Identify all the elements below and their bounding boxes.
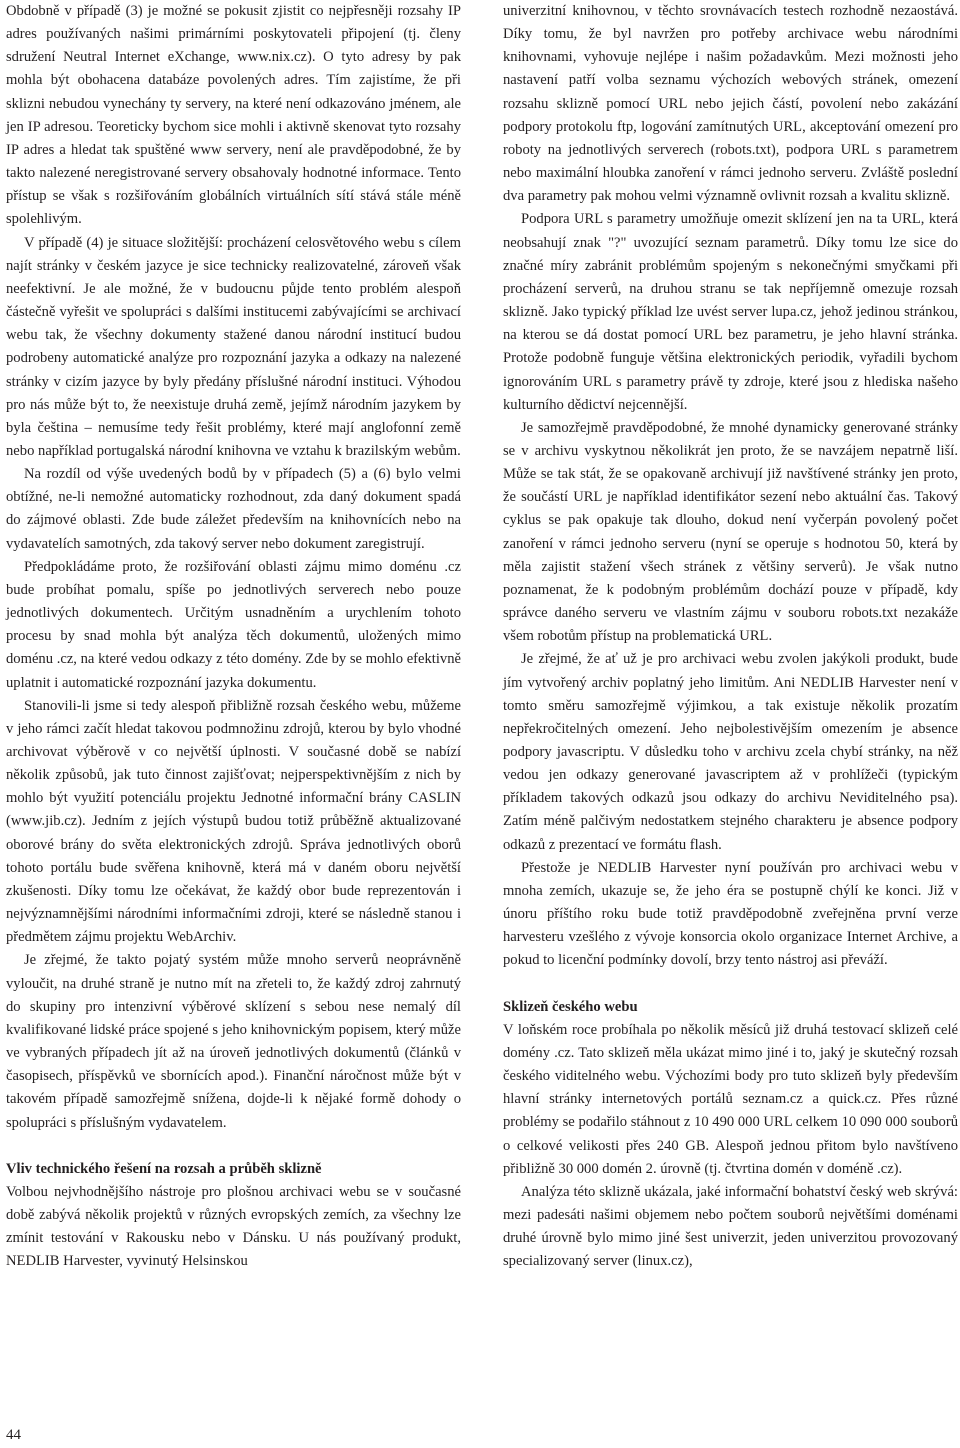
right-column (503, 0, 958, 1273)
section-gap (503, 973, 958, 996)
paragraph: Předpokládáme proto, že rozšiřování oblasti zájmu mimo doménu .cz bude probíhat pomalu, spíše po jednotlivých serverech nebo pouze jednotlivých dokumentech. Určitým usnadněním a urychlením tohoto procesu by snad mohla být analýza těch dokumentů, uložených mimo doménu .cz, na které vedou odkazy z této domény. Zde by se mohlo efektivně uplatnit i automatické rozpoznání jazyka dokumentu. (6, 558, 461, 691)
paragraph: Stanovili-li jsme si tedy alespoň přibližně rozsah českého webu, můžeme v jeho rámci začít hledat takovou podmnožinu zdrojů, kterou by bylo vhodné archivovat výběrově v co největší úplnosti. V současné době se nabízí několik způsobů, jak tuto činnost zajišťovat; nejperspektivnějším z nich by mohlo být využití potenciálu projektu Jednotné informační brány CASLIN (www.jib.cz). Jedním z jejích výstupů budou totiž průběžně aktualizované oborové brány do světa elektronických zdrojů. Správa jednotlivých oborů tohoto portálu bude svěřena knihovně, která má v daném oboru největší zkušenosti. Díky tomu lze očekávat, že každý obor bude reprezentován i nejvýznamnějšími národními informačními zdroji, které se následně stanou i předmětem zájmu projektu WebArchiv. (6, 697, 461, 946)
section-gap (6, 1135, 461, 1158)
paragraph: Na rozdíl od výše uvedených bodů by v případech (5) a (6) bylo velmi obtížné, ne-li nemožné automaticky rozhodnout, zda daný dokument spadá do zájmové oblasti. Zde bude záležet především na knihovnících nebo na vydavatelích samotných, zda takový server nebo dokument zaregistrují. (6, 466, 461, 552)
paragraph: Je zřejmé, že takto pojatý systém může mnoho serverů neoprávněně vyloučit, na druhé straně je nutno mít na zřeteli to, že každý zdroj zahrnutý do skupiny pro intenzivní výběrové sklízení s sebou nese nemalý díl kvalifikované lidské práce spojené s jeho knihovnickým popisem, který může ve vybraných případech jít až na úroveň jednotlivých dokumentů (článků v časopisech, příspěvků ve sbornících apod.). Finanční náročnost může být v takovém případě samozřejmě snížena, dojde-li k nějaké formě dohody o spolupráci s příslušným vydavatelem. (6, 952, 461, 1131)
paragraph: Analýza této sklizně ukázala, jaké informační bohatství český web skrývá: mezi padesáti našimi objemem nebo počtem souborů největšími doménami druhé úrovně bylo mimo jiné šest univerzit, jeden univerzitou provozovaný specializovaný server (linux.cz), (503, 1183, 958, 1270)
paragraph: univerzitní knihovnou, v těchto srovnávacích testech rozhodně nezaostává. Díky tomu, že byl navržen pro potřeby archivace webu národními knihovnami, vyhovuje nejlépe i našim požadavkům. Mezi možnosti jeho nastavení patří volba seznamu výchozích webových stránek, omezení rozsahu sklizně pomocí URL nebo jejich částí, povolení nebo zakázání podpory protokolu ftp, logování zamítnutých URL, akceptování omezení pro roboty na jednotlivých serverech (robots.txt), podpora URL s parametrem nebo maximální hloubka zanoření v rámci jednoho serveru. Zvláště poslední dva parametry pak mohou velmi významně ovlivnit rozsah a kvalitu sklizně. (503, 3, 958, 205)
paragraph: Přestože je NEDLIB Harvester nyní používán pro archivaci webu v mnoha zemích, ukazuje se, že jeho éra se postupně chýlí ke konci. Již v únoru příštího roku bude totiž pravděpodobně zveřejněna první verze harvesteru vzešlého z vývoje konsorcia okolo organizace Internet Archive, a pokud to licenční podmínky dovolí, brzy tento nástroj asi převáží. (503, 859, 958, 969)
left-column (6, 0, 461, 1273)
section-heading: Vliv technického řešení na rozsah a průběh sklizně (6, 1160, 322, 1177)
page-number: 44 (6, 1427, 21, 1443)
paragraph: Podpora URL s parametry umožňuje omezit sklízení jen na ta URL, která neobsahují znak "?" uvozující seznam parametrů. Díky tomu lze sice do značné míry zabránit problémům spojeným s nekonečnými smyčkami při procházení serverů, na druhou stranu se tak nepříjemně omezuje rozsah sklizně. Jako typický příklad lze uvést server lupa.cz, jehož jedinou stránkou, na kterou se dá dostat pomocí URL bez parametru, je jeho hlavní stránka. Protože podobně funguje většina elektronických periodik, vyřadili bychom ignorováním URL s parametry právě ty zdroje, které jsou z hlediska našeho kulturního dědictví nejcennější. (503, 211, 958, 413)
paragraph: Je zřejmé, že ať už je pro archivaci webu zvolen jakýkoli produkt, bude jím vytvořený archiv poplatný jeho limitům. Ani NEDLIB Harvester není v tomto směru samozřejmě výjimkou, a tak existuje několik prozatím nepřekročitelných omezení. Jeho nejbolestivějším omezením je absence podpory javascriptu. V důsledku toho v archivu zcela chybí stránky, na něž vedou jen odkazy generované javascriptem až v prohlížeči (typickým příkladem takových odkazů jsou odkazy do archivu Neviditelného psa). Zatím méně palčivým nedostatkem stejného charakteru je absence podpory odkazů z prezentací ve formátu flash. (503, 651, 958, 853)
paragraph: V loňském roce probíhala po několik měsíců již druhá testovací sklizeň celé domény .cz. Tato sklizeň měla ukázat mimo jiné i to, jaký je skutečný rozsah českého viditelného webu. Výchozími body pro tuto sklizeň byly především hlavní stránky internetových portálů seznam.cz a quick.cz. Přes různé problémy se podařilo stáhnout z 10 490 000 URL celkem 10 090 000 souborů o celkové velikosti přes 240 GB. Alespoň jednou přitom bylo navštíveno přibližně 30 000 domén 2. úrovně (tj. čtvrtina domén v doméně .cz). (503, 1021, 958, 1177)
paragraph: V případě (4) je situace složitější: procházení celosvětového webu s cílem najít stránky v českém jazyce je sice technicky realizovatelné, zároveň však neefektivní. Je ale možné, že v budoucnu půjde tento problém alespoň částečně vyřešit ve spolupráci s dalšími institucemi zabývajícími se archivací webu tak, že všechny dokumenty stažené danou národní institucí budou podrobeny automatické analýze pro rozpoznání jazyka a odkazy na nalezené stránky v cizím jazyce by byly předány příslušné národní instituci. Výhodou pro nás může být to, že neexistuje druhá země, jejímž národním jazykem by byla čeština – nemusíme tedy řešit problémy, které mají anglofonní země nebo například portugalská národní knihovna ve vztahu k brazilským webům. (6, 234, 461, 459)
section-heading: Sklizeň českého webu (503, 998, 638, 1015)
paragraph: Obdobně v případě (3) je možné se pokusit zjistit co nejpřesněji rozsahy IP adres používaných našimi primárními poskytovateli připojení (tj. členy sdružení Neutral Internet eXchange, www.nix.cz). O tyto adresy by pak mohla být obohacena databáze povolených adres. Tím zajistíme, že při sklizni nebudou vynechány ty servery, na které není odkazováno jménem, ale jen IP adresou. Teoreticky bychom sice mohli i aktivně skenovat tyto rozsahy IP adres a hledat tak spuštěné www servery, není ale pravděpodobné, že by takto nalezené neregistrované servery obsahovaly hodnotné informace. Tento přístup se však s rozšiřováním globálních virtuálních sítí stává stále méně spolehlivým. (6, 3, 461, 228)
paragraph: Je samozřejmě pravděpodobné, že mnohé dynamicky generované stránky se v archivu vyskytnou několikrát jen proto, že se navzájem nepatrně liší. Může se tak stát, že se opakovaně archivují již navštívené stránky jen proto, že součástí URL je například identifikátor sezení nebo aktuální čas. Takový cyklus se pak opakuje tak dlouho, dokud není vyčerpán povolený počet zanoření v rámci jednoho serveru (nyní se operuje s hodnotou 50, která by měla zajistit stažení všech stránek z většiny serverů). Je však nutno poznamenat, že k podobným problémům dochází pouze v případě, kdy správce daného serveru ve vlastním zájmu v souboru robots.txt nezakáže všem robotům přístup na problematická URL. (503, 419, 958, 645)
paragraph: Volbou nejvhodnějšího nástroje pro plošnou archivaci webu se v současné době zabývá několik projektů v různých evropských zemích, za všechny lze zmínit testování v Rakousku nebo v Dánsku. U nás používaný produkt, NEDLIB Harvester, vyvinutý Helsinskou (6, 1183, 461, 1270)
